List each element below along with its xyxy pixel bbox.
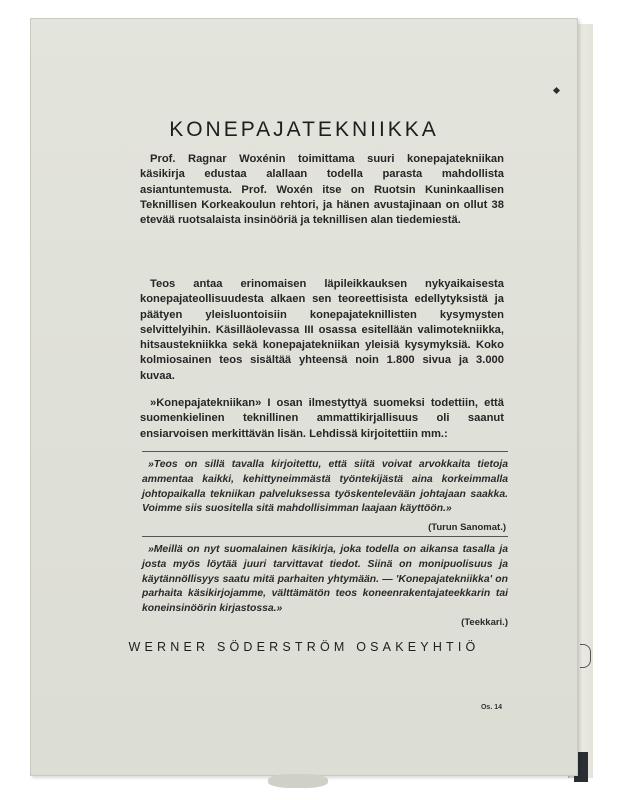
publisher-name: WERNER SÖDERSTRÖM OSAKEYHTIÖ [128, 640, 480, 654]
catalog-code: Os. 14 [480, 704, 502, 711]
spine-letter-fragment [580, 644, 591, 668]
book-back-cover [30, 18, 578, 776]
review-quote-1: »Teos on sillä tavalla kirjoitettu, että siitä voivat arvokkaita tietoja ammentaa kaikki, kehittyneimmästä työntekijästä aina korkeimmalla johtopaikalla tekniikan palveluksessa työskentelevään johtajaan saakka. Voimme siis suositella sitä mahdollisimman laajaan käyttöön.» [142, 459, 508, 515]
description-paragraph-2: Teos antaa erinomaisen läpileikkauksen nykyaikaisesta konepajateollisuudesta alkaen sen teoreettisista edellytyksistä ja päätyen yleisluontoisiin konepajateknillisten kysymysten selvittelyihin. Käsilläolevassa III osassa esitellään valimotekniikka, hitsaustekniikka sekä konepajatekniikan yleisiä kysymyksiä. Koko kolmiosainen teos sisältää yhteensä noin 1.800 sivua ja 3.000 kuvaa. [140, 278, 504, 382]
quote-divider-1 [142, 451, 508, 452]
page-title: KONEPAJATEKNIIKKA [169, 118, 439, 141]
cover-damage-mark [553, 87, 560, 94]
quote-divider-2 [142, 536, 508, 537]
description-paragraph-3: »Konepajatekniikan» I osan ilmestyttyä suomeksi todettiin, että suomenkielinen teknillinen ammattikirjallisuus oli saanut ensiarvoisen merkittävän lisän. Lehdissä kirjoitettiin mm.: [140, 397, 504, 440]
review-quote-2: »Meillä on nyt suomalainen käsikirja, joka todella on aikansa tasalla ja josta myös löytää juuri tarvittavat tiedot. Siinä on monipuolisuus ja käytännöllisyys saatu mitä parhaiten yhtymään. — 'Konepajatekniikka' on parhaita käsikirjojamme, välttämätön teos koneenrakentajateekkarin tai koneinsinöörin kirjastossa.» [142, 544, 508, 615]
review-source-1: (Turun Sanomat.) [428, 522, 506, 533]
cover-wear-patch [268, 774, 328, 788]
review-source-2: (Teekkari.) [461, 617, 508, 628]
description-paragraph-1: Prof. Ragnar Woxénin toimittama suuri konepajatekniikan käsikirja edustaa alallaan todella parasta mahdollista asiantuntemusta. Prof. Woxén itse on Ruotsin Kuninkaallisen Teknillisen Korkeakoulun rehtori, ja hänen avustajinaan on ollut 38 etevää ruotsalaista insinööriä ja teknillisen alan tiedemiestä. [140, 153, 504, 227]
